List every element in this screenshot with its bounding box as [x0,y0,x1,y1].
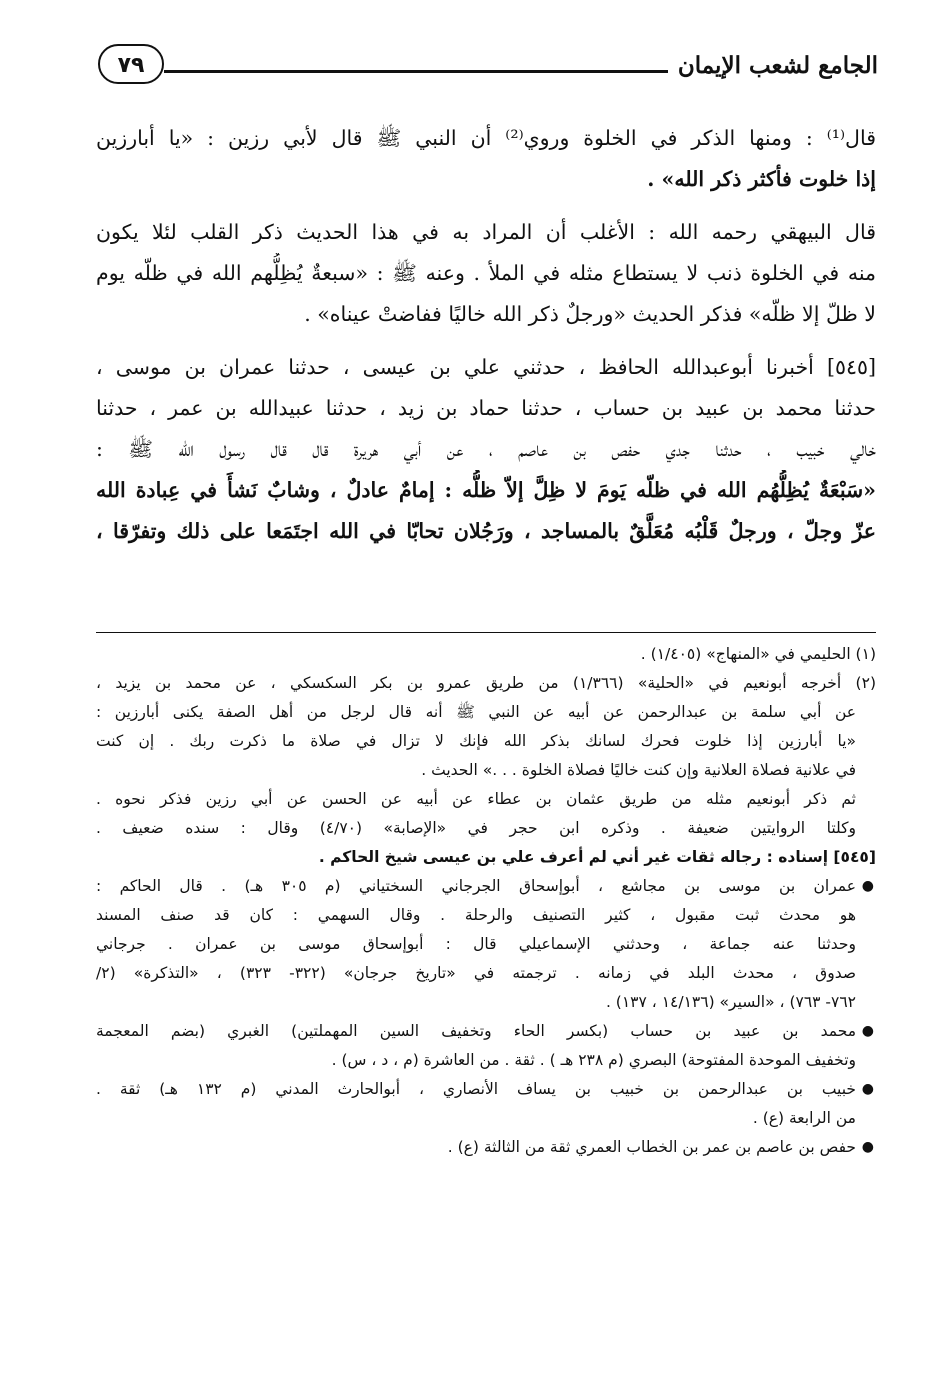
narrator-line: وتخفيف الموحدة المفتوحة) البصري (م ٢٣٨ هـ ) . ثقة . من العاشرة (م ، د ، س) . [331,1051,856,1069]
narrator-text: عمران بن موسى بن مجاشع ، أبوإسحاق الجرجاني السختياني (م ٣٠٥ هـ) . قال الحاكم : [96,877,856,895]
footnote-2-line: «يا أبارزين إذا خلوت فحرك لسانك بذكر الله فإنك لا تزال في صلاة ما ذكرت ربك . إن كنت [96,732,856,750]
text-line: قال البيهقي رحمه الله : الأغلب أن المراد به في هذا الحديث ذكر القلب لئلا يكون [96,220,876,244]
text-line: لا ظلّ إلا ظلّه» فذكر الحديث «ورجلٌ ذكر الله خاليًا ففاضتْ عيناه» . [304,302,876,326]
text-line: قال⁽¹⁾ : ومنها الذكر في الخلوة وروي⁽²⁾ أن النبي ﷺ قال لأبي رزين : «يا أبارزين [96,126,876,150]
footnote-2-line: في علانية فصلاة العلانية وإن كنت خاليًا فصلاة الخلوة . . .» الحديث . [421,761,856,779]
footnote-2-line: وكلتا الروايتين ضعيفة . وذكره ابن حجر في «الإصابة» (٤/٧٠) وقال : سنده ضعيف . [96,819,856,837]
narrator-entry [96,1017,876,1046]
text-line: [٥٤٥] أخبرنا أبوعبدالله الحافظ ، حدثني علي بن عيسى ، حدثنا عمران بن موسى ، [96,355,876,379]
book-title: الجامع لشعب الإيمان [677,52,878,79]
narrator-entry [96,1075,876,1104]
main-text [96,118,876,564]
narrator-text: حفص بن عاصم بن عمر بن الخطاب العمري ثقة من الثالثة (ع) . [447,1138,856,1156]
narrator-text: محمد بن عبيد بن حساب (بكسر الحاء وتخفيف السين المهملتين) الغبري (بضم المعجمة [96,1022,856,1040]
footnote-2-line: (٢) أخرجه أبونعيم في «الحلية» (١/٣٦٦) من طريق عمرو بن بكر السكسكي ، عن محمد بن يزيد ، [96,674,876,692]
text-line: خالي خبيب ، حدثنا جدي حفص بن عاصم ، عن أبي هريرة قال قال رسول الله ﷺ : [96,437,876,461]
header-rule [164,70,668,73]
text-line: منه في الخلوة ذنب لا يستطاع مثله في الملأ . وعنه ﷺ : «سبعةٌ يُظِلُّهم الله في ظلّه يوم [96,261,876,285]
page-number: ٧٩ [98,44,164,84]
bullet-icon: ● [861,878,874,894]
text-line: عزّ وجلّ ، ورجلٌ قَلْبُه مُعَلَّقٌ بالمساجد ، ورَجُلان تحابّا في الله اجتَمَعا على ذلك وتفرّقا ، [96,519,876,543]
narrator-line: من الرابعة (ع) . [752,1109,856,1127]
text-line: حدثنا محمد بن عبيد بن حساب ، حدثنا حماد بن زيد ، حدثنا عبيدالله بن عمر ، حدثنا [96,396,876,420]
footnote-2-line: عن أبي سلمة بن عبدالرحمن عن أبيه عن النبي ﷺ أنه قال لرجل من أهل الصفة يكنى أبارزين : [96,703,856,721]
paragraph-2 [96,212,876,335]
narrator-entry [96,872,876,901]
bullet-icon: ● [861,1081,874,1097]
narrator-line: ٧٦٢- ٧٦٣) ، «السير» (١٤/١٣٦ ، ١٣٧) . [605,993,856,1011]
footnote-isnad-heading: [٥٤٥] إسناده : رجاله ثقات غير أني لم أعرف علي بن عيسى شيخ الحاكم . [318,848,876,866]
footnotes [96,640,876,1162]
text-line: إذا خلوت فأكثر ذكر الله» . [647,167,876,191]
text-line: «سَبْعَةٌ يُظِلُّهُم الله في ظلّه يَومَ لا ظِلَّ إلاّ ظلُّه : إمامٌ عادلٌ ، وشابٌ نَشأَ في عِبادة الله [96,478,876,502]
narrator-line: وحدثنا عنه جماعة ، وحدثني الإسماعيلي قال : أبوإسحاق موسى بن عمران . جرجاني [96,935,856,953]
narrator-entry [96,1133,876,1162]
bullet-icon: ● [861,1023,874,1039]
footnote-separator [96,632,876,633]
narrator-line: صدوق ، محدث البلد في زمانه . ترجمته في «تاريخ جرجان» (٣٢٢- ٣٢٣) ، «التذكرة» (٢/ [96,964,856,982]
bullet-icon: ● [861,1139,874,1155]
narrator-line: هو محدث ثبت مقبول ، كثير التصنيف والرحلة . وقال السهمي : كان قد صنف المسند [96,906,856,924]
page-header [98,40,878,96]
narrator-text: خبيب بن عبدالرحمن بن خبيب بن يساف الأنصاري ، أبوالحارث المدني (م ١٣٢ هـ) ثقة . [96,1080,856,1098]
paragraph-3 [96,347,876,552]
footnote-2-line: ثم ذكر أبونعيم مثله من طريق عثمان بن عطاء عن أبيه عن الحسن عن أبي رزين فذكر نحوه . [96,790,856,808]
footnote-1: (١) الحليمي في «المنهاج» (١/٤٠٥) . [640,645,876,663]
paragraph-1 [96,118,876,200]
